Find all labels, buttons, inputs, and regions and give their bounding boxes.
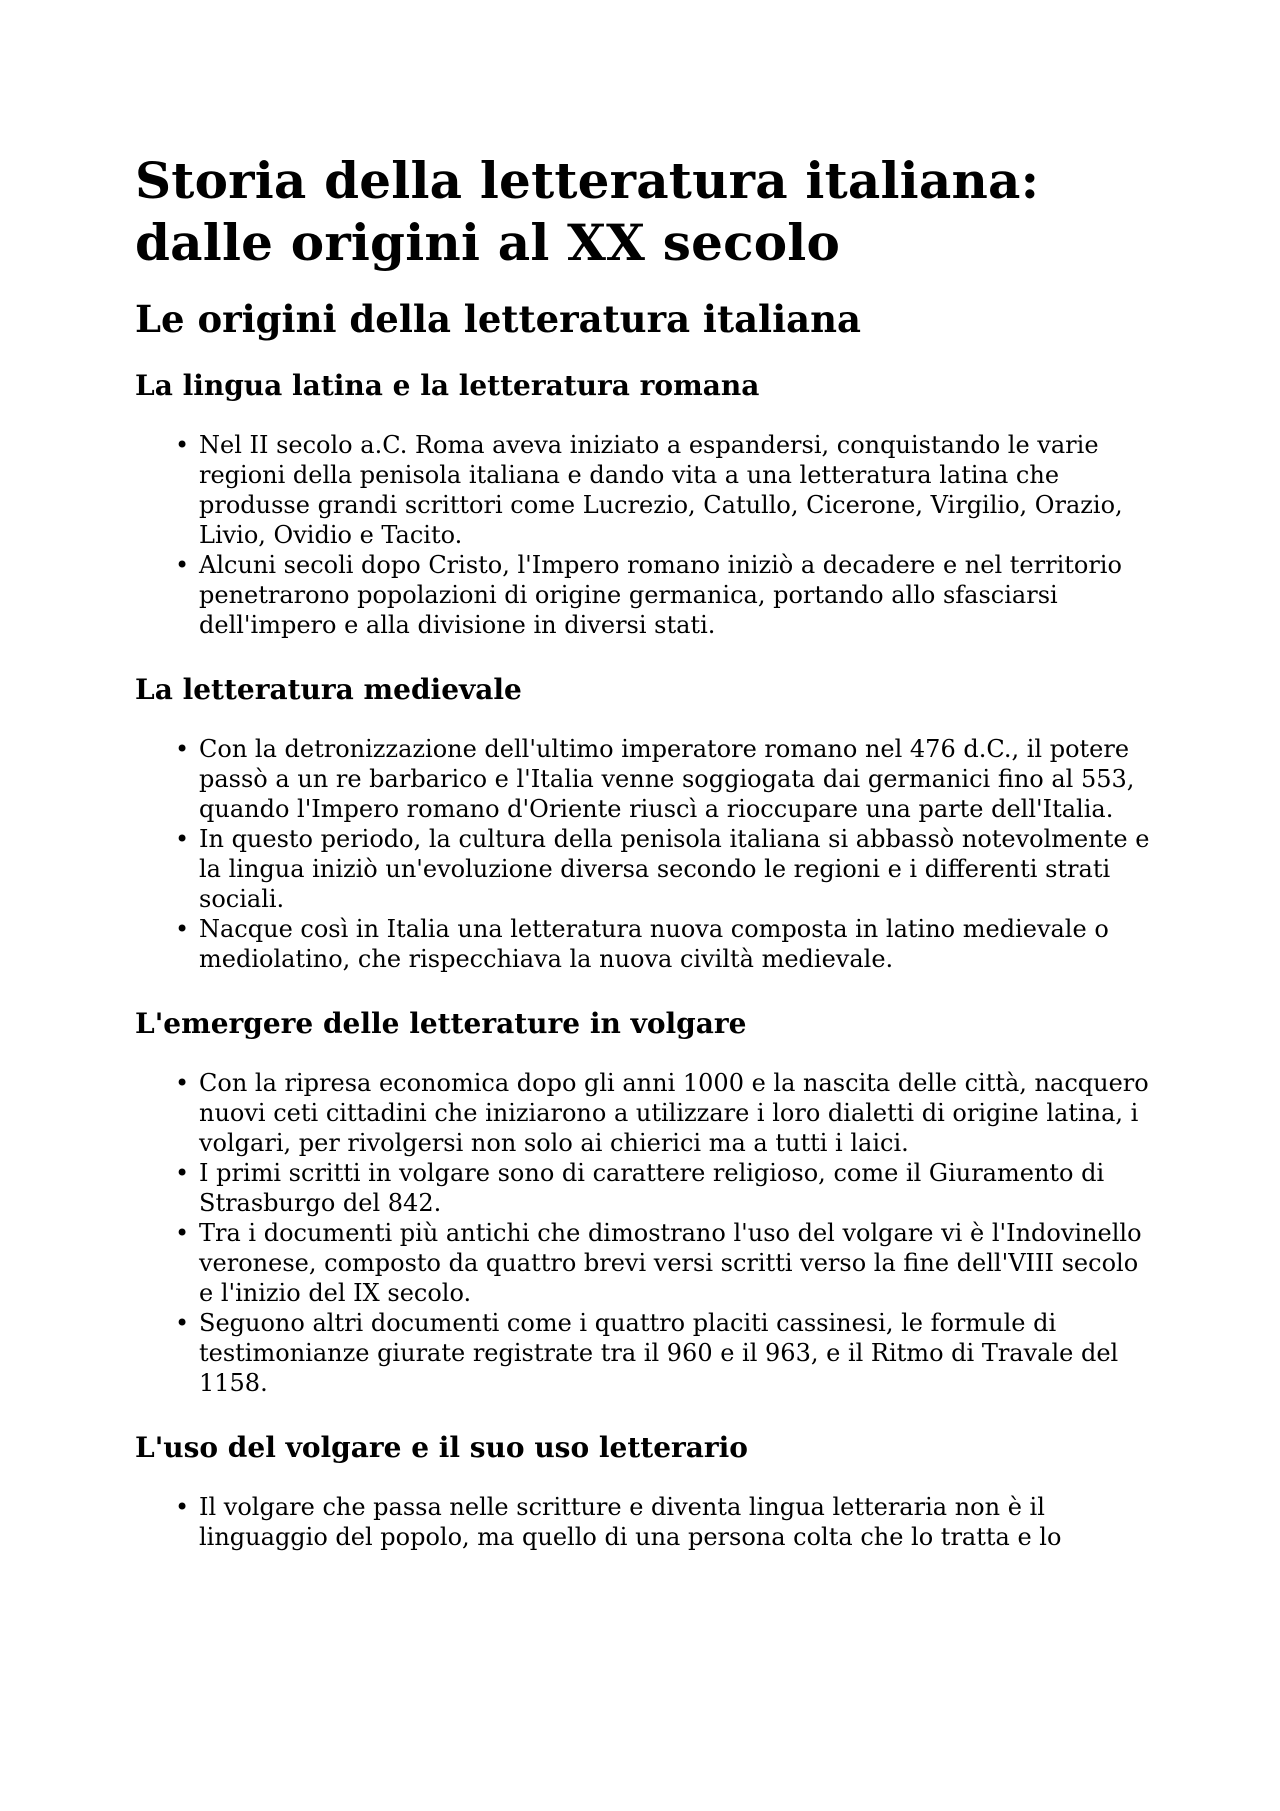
list-item: • Nacque così in Italia una letteratura nuova composta in latino medievale o mediolatino, che rispecchiava la nuova civiltà medievale. bbox=[175, 914, 1155, 974]
subsection-latin bbox=[135, 368, 1155, 640]
section-heading: Le origini della letteratura italiana bbox=[135, 297, 862, 341]
list-item: • Nel II secolo a.C. Roma aveva iniziato a espandersi, conquistando le varie regioni della penisola italiana e dando vita a una letteratura latina che produsse grandi scrittori come Lucrezio, Catullo, Cicerone, Virgilio, Orazio, Livio, Ovidio e Tacito. bbox=[175, 430, 1155, 550]
list-item: • Con la ripresa economica dopo gli anni 1000 e la nascita delle città, nacquero nuovi ceti cittadini che iniziarono a utilizzare i loro dialetti di origine latina, i volgari, per rivolgersi non solo ai chierici ma a tutti i laici. bbox=[175, 1068, 1155, 1158]
bullet-list bbox=[135, 1068, 1155, 1398]
list-item: • Con la detronizzazione dell'ultimo imperatore romano nel 476 d.C., il potere passò a un re barbarico e l'Italia venne soggiogata dai germanici fino al 553, quando l'Impero romano d'Oriente riuscì a rioccupare una parte dell'Italia. bbox=[175, 734, 1155, 824]
bullet-list bbox=[135, 1492, 1155, 1552]
subsection-medieval bbox=[135, 672, 1155, 974]
list-item: • Tra i documenti più antichi che dimostrano l'uso del volgare vi è l'Indovinello veronese, composto da quattro brevi versi scritti verso la fine dell'VIII secolo e l'inizio del IX secolo. bbox=[175, 1218, 1155, 1308]
list-item: • In questo periodo, la cultura della penisola italiana si abbassò notevolmente e la lingua iniziò un'evoluzione diversa secondo le regioni e i differenti strati sociali. bbox=[175, 824, 1155, 914]
subsection-heading: L'emergere delle letterature in volgare bbox=[135, 1007, 747, 1040]
subsection-heading: L'uso del volgare e il suo uso letterario bbox=[135, 1431, 748, 1464]
list-item: • Il volgare che passa nelle scritture e diventa lingua letteraria non è il linguaggio del popolo, ma quello di una persona colta che lo tratta e lo bbox=[175, 1492, 1155, 1552]
document-page bbox=[135, 150, 1155, 1584]
bullet-list bbox=[135, 430, 1155, 640]
subsection-heading: La letteratura medievale bbox=[135, 673, 522, 706]
subsection-literary-use bbox=[135, 1430, 1155, 1552]
list-item: • Alcuni secoli dopo Cristo, l'Impero romano iniziò a decadere e nel territorio penetrarono popolazioni di origine germanica, portando allo sfasciarsi dell'impero e alla divisione in diversi stati. bbox=[175, 550, 1155, 640]
list-item: • I primi scritti in volgare sono di carattere religioso, come il Giuramento di Strasburgo del 842. bbox=[175, 1158, 1155, 1218]
document-title: Storia della letteratura italiana: dalle origini al XX secolo bbox=[135, 151, 1040, 272]
subsection-heading: La lingua latina e la letteratura romana bbox=[135, 369, 760, 402]
bullet-list bbox=[135, 734, 1155, 974]
list-item: • Seguono altri documenti come i quattro placiti cassinesi, le formule di testimonianze giurate registrate tra il 960 e il 963, e il Ritmo di Travale del 1158. bbox=[175, 1308, 1155, 1398]
subsection-vernacular bbox=[135, 1006, 1155, 1398]
